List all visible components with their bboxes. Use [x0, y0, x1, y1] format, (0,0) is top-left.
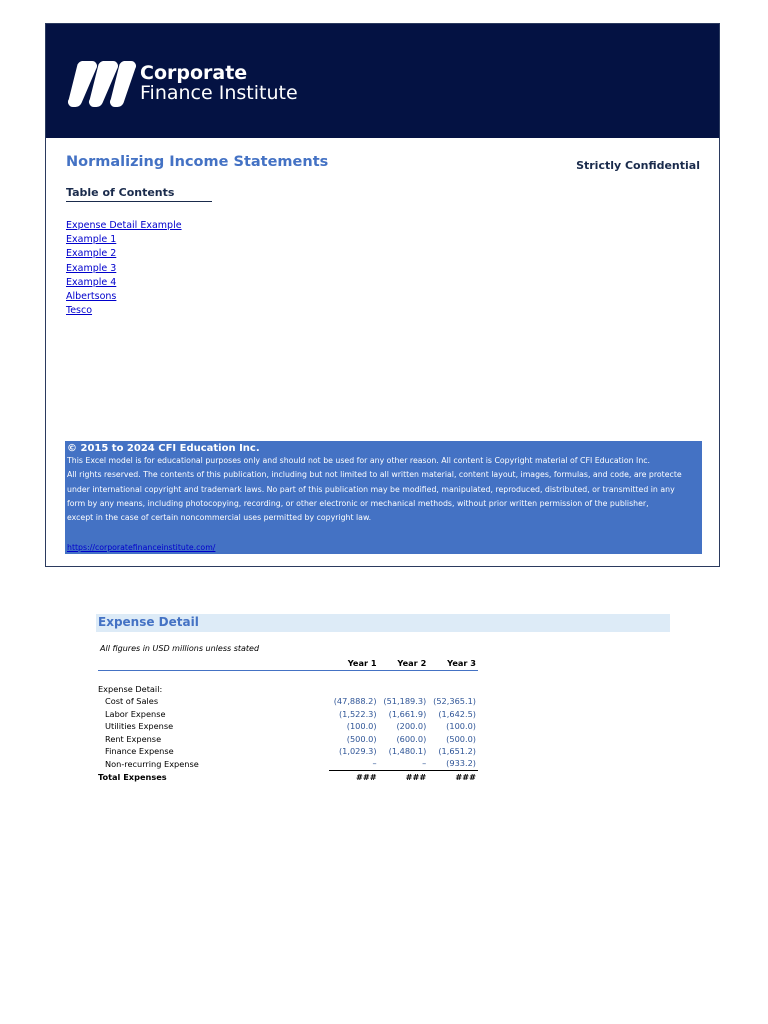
table-row: [98, 733, 478, 745]
cell-value: (1,642.5): [438, 708, 476, 719]
cell-value: (51,189.3): [383, 696, 427, 707]
total-value: ###: [405, 771, 427, 782]
copyright-line: except in the case of certain noncommercial uses permitted by copyright law.: [67, 513, 372, 523]
row-label: Finance Expense: [105, 746, 174, 757]
cell-value: (1,651.2): [438, 746, 476, 757]
toc-link-example-3[interactable]: Example 3: [66, 262, 117, 274]
spacer-row: [98, 671, 478, 684]
cell-value: (100.0): [346, 721, 377, 732]
cell-value: (500.0): [446, 733, 476, 744]
expense-detail-title: Expense Detail: [98, 615, 199, 629]
toc-link-expense-detail-example[interactable]: Expense Detail Example: [66, 220, 182, 231]
website-link[interactable]: https://corporatefinanceinstitute.com/: [67, 543, 216, 552]
row-label: Non-recurring Expense: [105, 758, 199, 769]
cell-value: (52,365.1): [433, 696, 476, 707]
total-value: ###: [355, 771, 377, 782]
cell-value: (1,029.3): [338, 746, 377, 757]
column-header-year-2: Year 2: [379, 657, 429, 671]
table-row: [98, 745, 478, 757]
section-row: [98, 683, 478, 695]
cell-value: (100.0): [446, 721, 476, 732]
toc-item: [66, 230, 182, 244]
cell-value: (1,480.1): [388, 746, 427, 757]
cell-value: –: [329, 757, 379, 770]
header-blank: [98, 657, 329, 671]
table-row: [98, 757, 478, 770]
logo-text-finance-institute: Finance Institute: [140, 82, 298, 104]
expense-table: [98, 657, 478, 783]
cover-sheet: [45, 23, 720, 567]
cell-value: –: [379, 757, 429, 770]
row-label: Rent Expense: [105, 733, 162, 744]
toc-item: [66, 244, 182, 258]
copyright-line: All rights reserved. The contents of this publication, including but not limited to all written material, content layout, images, formulas, and code, are protecte: [67, 470, 682, 480]
column-header-year-3: Year 3: [428, 657, 478, 671]
table-row: [98, 720, 478, 732]
row-label: Utilities Expense: [105, 721, 174, 732]
table-row: [98, 708, 478, 720]
cell-value: (1,661.9): [388, 708, 427, 719]
cell-value: (933.2): [428, 757, 478, 770]
copyright-line: This Excel model is for educational purposes only and should not be used for any other reason. All content is Copyright material of CFI Education Inc.: [67, 456, 651, 465]
cfi-logo-icon: [68, 61, 136, 107]
total-value: ###: [455, 771, 476, 782]
page-title: Normalizing Income Statements: [66, 154, 329, 170]
copyright-line: under international copyright and trademark laws. No part of this publication may be modified, manipulated, reproduced, distributed, or transmitted in any: [67, 484, 675, 494]
logo-text-corporate: Corporate: [140, 62, 248, 84]
toc-link-example-2[interactable]: Example 2: [66, 248, 117, 260]
toc-link-tesco[interactable]: Tesco: [66, 305, 93, 317]
row-label: Cost of Sales: [105, 696, 159, 707]
cell-value: (600.0): [396, 733, 427, 744]
section-label: Expense Detail:: [98, 684, 163, 694]
toc-item: [66, 216, 182, 230]
toc-link-example-4[interactable]: Example 4: [66, 276, 117, 288]
cell-value: (47,888.2): [333, 696, 377, 707]
figures-note: All figures in USD millions unless stated: [100, 644, 260, 653]
toc-item: [66, 301, 182, 315]
copyright-line: form by any means, including photocopying, recording, or other electronic or mechanical methods, without prior written permission of the publisher,: [67, 498, 649, 508]
toc-item: [66, 259, 182, 273]
confidential-label: Strictly Confidential: [576, 159, 700, 172]
toc-item: [66, 273, 182, 287]
cell-value: (200.0): [396, 721, 427, 732]
toc-title: Table of Contents: [66, 186, 212, 202]
copyright-box: [65, 441, 702, 554]
toc-link-list: [66, 216, 182, 315]
cell-value: (1,522.3): [338, 708, 377, 719]
toc-item: [66, 287, 182, 301]
expense-detail-header: [96, 614, 670, 632]
toc-link-example-1[interactable]: Example 1: [66, 234, 117, 246]
copyright-title: © 2015 to 2024 CFI Education Inc.: [67, 443, 260, 454]
toc-link-albertsons[interactable]: Albertsons: [66, 290, 117, 302]
total-label: Total Expenses: [98, 771, 167, 782]
row-label: Labor Expense: [105, 708, 166, 719]
header-banner: [46, 24, 719, 138]
column-header-year-1: Year 1: [329, 657, 379, 671]
cell-value: (500.0): [346, 733, 377, 744]
table-row: [98, 695, 478, 707]
table-header-row: [98, 657, 478, 671]
total-row: [98, 770, 478, 783]
